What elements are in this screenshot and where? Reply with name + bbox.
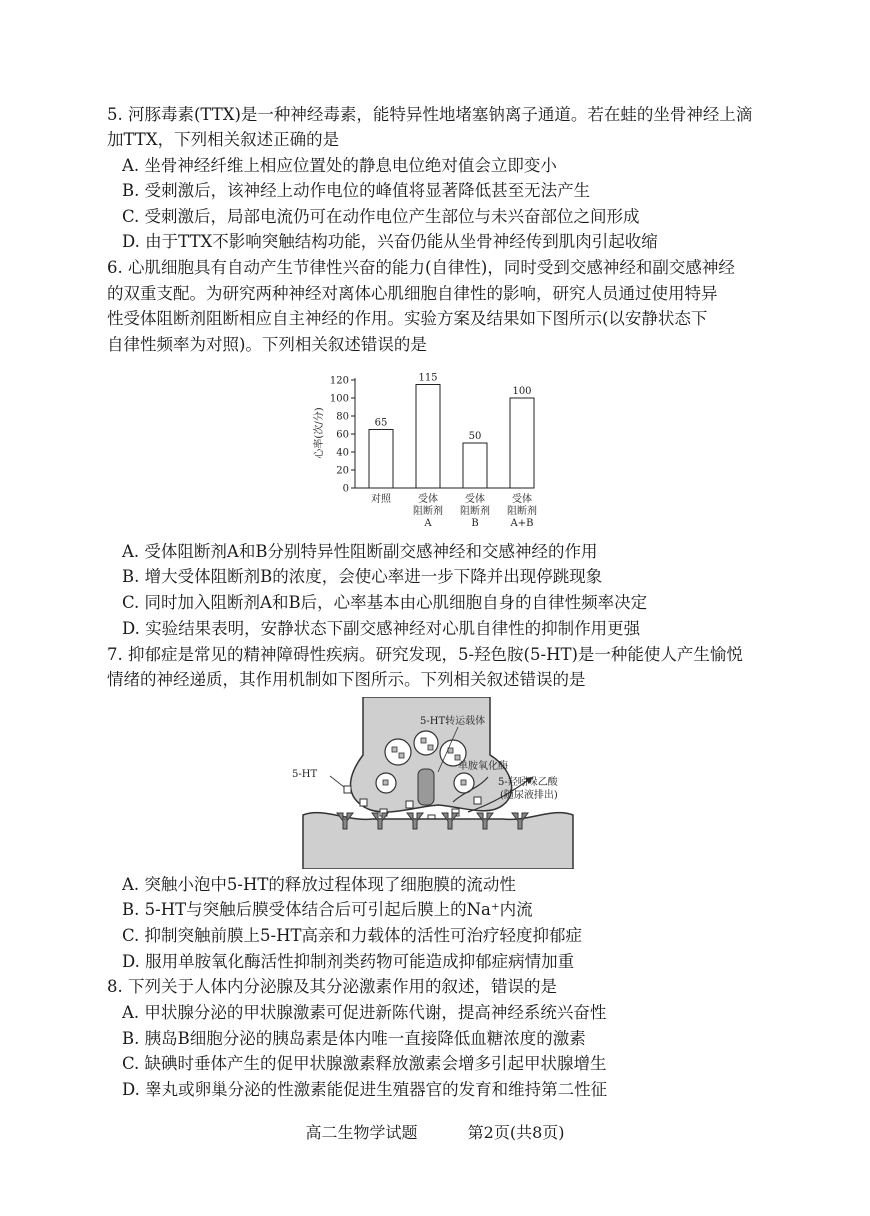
page-footer <box>0 1120 870 1143</box>
x-category-label: B <box>471 518 479 529</box>
x-category-label: 受体 <box>418 494 438 505</box>
q8-option-d: D. 睾丸或卵巢分泌的性激素能促进生殖器官的发育和维持第二性征 <box>122 1080 608 1099</box>
q7-option-b: B. 5-HT与突触后膜受体结合后可引起后膜上的Na⁺内流 <box>122 900 533 919</box>
q5-stem-line1: 5. 河豚毒素(TTX)是一种神经毒素，能特异性地堵塞钠离子通道。若在蛙的坐骨神经上滴 <box>107 105 753 124</box>
vesicle <box>385 739 411 765</box>
5ht-transporter <box>418 769 434 805</box>
bar <box>510 398 534 488</box>
x-category-label: 受体 <box>512 494 532 505</box>
label-transporter: 5-HT转运载体 <box>420 716 486 727</box>
label-5ht: 5-HT <box>292 769 318 780</box>
q7-option-d: D. 服用单胺氧化酶活性抑制剂类药物可能造成抑郁症病情加重 <box>122 952 575 971</box>
bar <box>369 430 393 489</box>
q6-stem-line1: 6. 心肌细胞具有自动产生节律性兴奋的能力(自律性)，同时受到交感神经和副交感神经 <box>107 258 735 277</box>
bar <box>416 385 440 489</box>
q5-option-c: C. 受刺激后，局部电流仍可在动作电位产生部位与未兴奋部位之间形成 <box>122 207 640 226</box>
q7-option-c: C. 抑制突触前膜上5-HT高亲和力载体的活性可治疗轻度抑郁症 <box>122 926 582 945</box>
bar <box>463 443 487 488</box>
y-ticks <box>330 376 355 495</box>
bars <box>369 373 534 489</box>
q6-stem-line3: 性受体阻断剂阻断相应自主神经的作用。实验方案及结果如下图所示(以安静状态下 <box>107 309 708 328</box>
y-tick-label: 0 <box>342 483 349 495</box>
bar-value-label: 100 <box>512 386 532 397</box>
y-tick-label: 40 <box>336 447 349 459</box>
y-tick-label: 80 <box>336 411 349 423</box>
x-category-label: 阻断剂 <box>507 506 537 517</box>
y-tick-label: 120 <box>329 375 349 387</box>
q6-option-a: A. 受体阻断剂A和B分别特异性阻断副交感神经和交感神经的作用 <box>122 542 598 561</box>
q5-option-d: D. 由于TTX不影响突触结构功能，兴奋仍能从坐骨神经传到肌肉引起收缩 <box>122 232 658 251</box>
q5-stem-line2: 加TTX，下列相关叙述正确的是 <box>107 130 340 149</box>
x-category-label: A <box>424 518 432 529</box>
x-category-label: A+B <box>510 518 534 529</box>
y-axis-label: 心率(次/分) <box>314 407 325 459</box>
synapse-diagram <box>288 697 588 869</box>
q8-stem: 8. 下列关于人体内分泌腺及其分泌激素作用的叙述，错误的是 <box>107 977 557 996</box>
bar-value-label: 50 <box>468 431 482 442</box>
x-category-label: 阻断剂 <box>460 506 490 517</box>
x-labels <box>371 492 537 529</box>
bar-value-label: 115 <box>418 372 438 384</box>
heart-rate-bar-chart <box>300 368 550 536</box>
x-category-label: 阻断剂 <box>413 506 443 517</box>
label-product: 5-羟吲哚乙酸 <box>498 777 558 788</box>
q7-option-a: A. 突触小泡中5-HT的释放过程体现了细胞膜的流动性 <box>122 875 516 894</box>
x-category-label: 受体 <box>465 494 485 505</box>
label-product-note: (随尿液排出) <box>500 790 558 801</box>
q6-option-b: B. 增大受体阻断剂B的浓度，会使心率进一步下降并出现停跳现象 <box>122 567 603 586</box>
q7-stem-line1: 7. 抑郁症是常见的精神障碍性疾病。研究发现，5-羟色胺(5-HT)是一种能使人产生愉悦 <box>107 645 743 664</box>
q7-stem-line2: 情绪的神经递质，其作用机制如下图所示。下列相关叙述错误的是 <box>107 670 586 689</box>
footer-page-number: 第2页(共8页) <box>467 1123 565 1142</box>
q6-stem-line4: 自律性频率为对照)。下列相关叙述错误的是 <box>107 335 427 354</box>
y-tick-label: 100 <box>329 393 349 405</box>
5ht-pointer <box>330 776 344 787</box>
footer-subject: 高二生物学试题 <box>305 1123 418 1142</box>
label-mao: 单胺氧化酶 <box>458 761 508 772</box>
x-category-label: 对照 <box>371 494 391 505</box>
y-tick-label: 20 <box>336 465 349 477</box>
q8-option-b: B. 胰岛B细胞分泌的胰岛素是体内唯一直接降低血糖浓度的激素 <box>122 1029 586 1048</box>
q6-option-d: D. 实验结果表明，安静状态下副交感神经对心肌自律性的抑制作用更强 <box>122 619 641 638</box>
q8-option-a: A. 甲状腺分泌的甲状腺激素可促进新陈代谢，提高神经系统兴奋性 <box>122 1003 607 1022</box>
y-tick-label: 60 <box>336 429 349 441</box>
bar-value-label: 65 <box>374 417 388 429</box>
q5-option-b: B. 受刺激后，该神经上动作电位的峰值将显著降低甚至无法产生 <box>122 181 591 200</box>
q6-stem-line2: 的双重支配。为研究两种神经对离体心肌细胞自律性的影响，研究人员通过使用特异 <box>107 284 718 303</box>
q5-option-a: A. 坐骨神经纤维上相应位置处的静息电位绝对值会立即变小 <box>122 156 557 175</box>
q6-option-c: C. 同时加入阻断剂A和B后，心率基本由心肌细胞自身的自律性频率决定 <box>122 593 648 612</box>
q8-option-c: C. 缺碘时垂体产生的促甲状腺激素释放激素会增多引起甲状腺增生 <box>122 1054 607 1073</box>
